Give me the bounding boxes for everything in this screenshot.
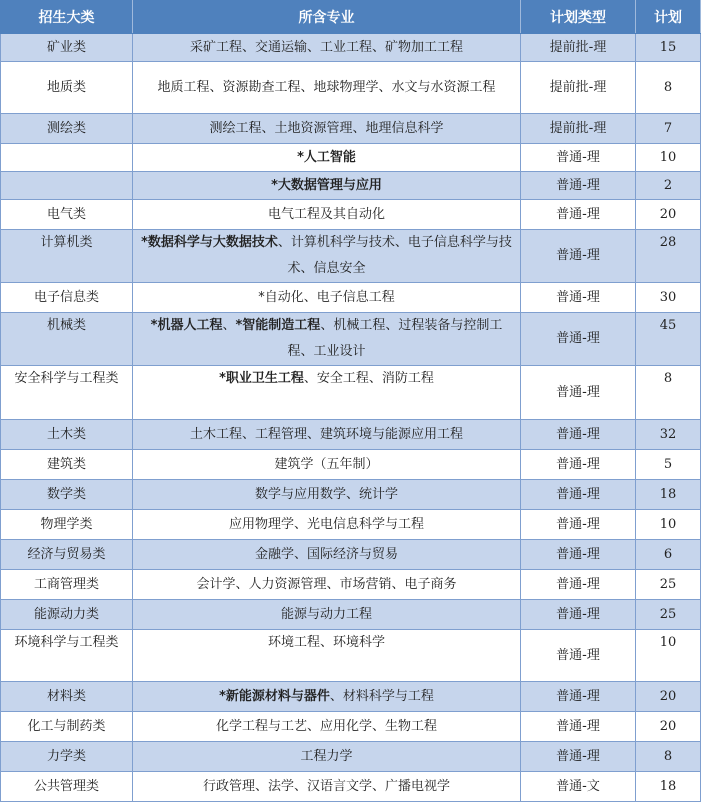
category-cell: 矿业类 xyxy=(1,34,133,62)
majors-cell xyxy=(133,34,521,62)
majors-cell xyxy=(133,570,521,600)
table-row xyxy=(1,540,701,570)
header-row xyxy=(1,1,701,34)
header-category: 招生大类 xyxy=(1,1,133,34)
plan-type-cell: 普通-理 xyxy=(521,742,636,772)
category-cell: 土木类 xyxy=(1,420,133,450)
major-text: *自动化、电子信息工程 xyxy=(258,289,395,305)
majors-cell xyxy=(133,600,521,630)
plan-type-cell: 普通-理 xyxy=(521,144,636,172)
plan-type-cell: 普通-理 xyxy=(521,510,636,540)
major-text: 会计学、人力资源管理、市场营销、电子商务 xyxy=(196,576,457,592)
major-text: *数据科学与大数据技术 xyxy=(141,235,278,250)
plan-type-cell: 普通-文 xyxy=(521,772,636,802)
category-cell: 电气类 xyxy=(1,200,133,230)
major-text: 土木工程、工程管理、建筑环境与能源应用工程 xyxy=(189,426,463,442)
plan-count-cell: 2 xyxy=(636,172,701,200)
plan-count-cell: 10 xyxy=(636,144,701,172)
table-row xyxy=(1,114,701,144)
major-text: 电气工程及其自动化 xyxy=(267,206,385,222)
plan-type-cell: 提前批-理 xyxy=(521,34,636,62)
category-cell: 环境科学与工程类 xyxy=(1,630,133,682)
majors-cell xyxy=(133,62,521,114)
majors-cell xyxy=(133,230,521,283)
category-cell: 材料类 xyxy=(1,682,133,712)
plan-count-cell: 20 xyxy=(636,200,701,230)
plan-type-cell: 普通-理 xyxy=(521,230,636,283)
major-text: *机器人工程 xyxy=(150,318,223,333)
major-text: 采矿工程、交通运输、工业工程、矿物加工工程 xyxy=(189,39,463,55)
plan-count-cell: 25 xyxy=(636,570,701,600)
majors-cell xyxy=(133,313,521,366)
table-row xyxy=(1,200,701,230)
category-cell: 物理学类 xyxy=(1,510,133,540)
table-row xyxy=(1,630,701,682)
plan-type-cell: 普通-理 xyxy=(521,682,636,712)
table-row xyxy=(1,510,701,540)
majors-cell xyxy=(133,420,521,450)
category-cell: 经济与贸易类 xyxy=(1,540,133,570)
plan-type-cell: 普通-理 xyxy=(521,570,636,600)
plan-type-cell: 普通-理 xyxy=(521,313,636,366)
majors-cell xyxy=(133,450,521,480)
major-text: *新能源材料与器件 xyxy=(219,688,330,704)
plan-type-cell: 提前批-理 xyxy=(521,62,636,114)
major-text: 工程力学 xyxy=(300,748,353,764)
majors-cell xyxy=(133,510,521,540)
plan-count-cell: 32 xyxy=(636,420,701,450)
table-row xyxy=(1,283,701,313)
plan-type-cell: 普通-理 xyxy=(521,480,636,510)
plan-count-cell: 8 xyxy=(636,742,701,772)
major-text: *大数据管理与应用 xyxy=(271,177,382,193)
plan-type-cell: 普通-理 xyxy=(521,630,636,682)
category-cell: 能源动力类 xyxy=(1,600,133,630)
plan-count-cell: 7 xyxy=(636,114,701,144)
majors-cell xyxy=(133,114,521,144)
header-plan-type: 计划类型 xyxy=(521,1,636,34)
plan-count-cell: 6 xyxy=(636,540,701,570)
table-row xyxy=(1,172,701,200)
major-text: 、机械工程、过程装备与控制工程、工业设计 xyxy=(287,318,503,359)
majors-cell xyxy=(133,712,521,742)
plan-count-cell: 30 xyxy=(636,283,701,313)
plan-count-cell: 28 xyxy=(636,230,701,283)
major-text: 能源与动力工程 xyxy=(280,606,372,622)
table-row xyxy=(1,34,701,62)
table-row xyxy=(1,480,701,510)
plan-count-cell: 18 xyxy=(636,772,701,802)
plan-count-cell: 5 xyxy=(636,450,701,480)
category-cell: 建筑类 xyxy=(1,450,133,480)
plan-type-cell: 普通-理 xyxy=(521,283,636,313)
category-cell: 计算机类 xyxy=(1,230,133,283)
major-text: 金融学、国际经济与贸易 xyxy=(254,546,398,562)
category-cell: 数学类 xyxy=(1,480,133,510)
plan-type-cell: 普通-理 xyxy=(521,600,636,630)
majors-cell xyxy=(133,366,521,420)
majors-cell xyxy=(133,742,521,772)
table-row xyxy=(1,682,701,712)
majors-cell xyxy=(133,200,521,230)
header-majors: 所含专业 xyxy=(133,1,521,34)
category-cell: 地质类 xyxy=(1,62,133,114)
major-text: 建筑学（五年制） xyxy=(274,456,379,472)
plan-type-cell: 提前批-理 xyxy=(521,114,636,144)
majors-cell xyxy=(133,540,521,570)
table-row xyxy=(1,420,701,450)
major-text: *职业卫生工程 xyxy=(219,371,304,386)
table-row xyxy=(1,366,701,420)
majors-cell xyxy=(133,283,521,313)
major-text: 测绘工程、土地资源管理、地理信息科学 xyxy=(209,120,444,136)
category-cell: 机械类 xyxy=(1,313,133,366)
category-cell: 工商管理类 xyxy=(1,570,133,600)
table-row xyxy=(1,144,701,172)
major-text: 数学与应用数学、统计学 xyxy=(254,486,398,502)
header-plan-count: 计划 xyxy=(636,1,701,34)
plan-type-cell: 普通-理 xyxy=(521,366,636,420)
major-text: 地质工程、资源勘查工程、地球物理学、水文与水资源工程 xyxy=(157,79,496,95)
plan-count-cell: 45 xyxy=(636,313,701,366)
major-text: *人工智能 xyxy=(297,149,356,165)
major-text: 行政管理、法学、汉语言文学、广播电视学 xyxy=(202,778,450,794)
plan-count-cell: 15 xyxy=(636,34,701,62)
table-row xyxy=(1,62,701,114)
plan-type-cell: 普通-理 xyxy=(521,450,636,480)
major-text: 、计算机科学与技术、电子信息科学与技术、信息安全 xyxy=(277,235,512,276)
major-text: 环境工程、环境科学 xyxy=(267,635,385,650)
plan-type-cell: 普通-理 xyxy=(521,712,636,742)
category-cell: 化工与制药类 xyxy=(1,712,133,742)
majors-cell xyxy=(133,682,521,712)
plan-count-cell: 8 xyxy=(636,62,701,114)
category-cell: 力学类 xyxy=(1,742,133,772)
table-row xyxy=(1,570,701,600)
table-row xyxy=(1,712,701,742)
plan-count-cell: 20 xyxy=(636,712,701,742)
category-cell: 公共管理类 xyxy=(1,772,133,802)
category-cell xyxy=(1,144,133,172)
majors-cell xyxy=(133,480,521,510)
major-text: 、材料科学与工程 xyxy=(329,688,434,704)
category-cell xyxy=(1,172,133,200)
table-row xyxy=(1,313,701,366)
major-text: *智能制造工程 xyxy=(235,318,321,333)
major-text: 、安全工程、消防工程 xyxy=(303,371,434,386)
major-text: 应用物理学、光电信息科学与工程 xyxy=(228,516,424,532)
plan-type-cell: 普通-理 xyxy=(521,420,636,450)
plan-count-cell: 25 xyxy=(636,600,701,630)
category-cell: 安全科学与工程类 xyxy=(1,366,133,420)
plan-type-cell: 普通-理 xyxy=(521,172,636,200)
majors-cell xyxy=(133,144,521,172)
category-cell: 电子信息类 xyxy=(1,283,133,313)
plan-type-cell: 普通-理 xyxy=(521,200,636,230)
table-row xyxy=(1,600,701,630)
category-cell: 测绘类 xyxy=(1,114,133,144)
plan-count-cell: 8 xyxy=(636,366,701,420)
major-text: 化学工程与工艺、应用化学、生物工程 xyxy=(215,718,437,734)
majors-cell xyxy=(133,630,521,682)
table-row xyxy=(1,772,701,802)
plan-type-cell: 普通-理 xyxy=(521,540,636,570)
plan-count-cell: 18 xyxy=(636,480,701,510)
table-row xyxy=(1,742,701,772)
plan-count-cell: 20 xyxy=(636,682,701,712)
table-row xyxy=(1,230,701,283)
major-text: 、 xyxy=(222,318,236,333)
plan-count-cell: 10 xyxy=(636,510,701,540)
table-row xyxy=(1,450,701,480)
majors-cell xyxy=(133,772,521,802)
majors-cell xyxy=(133,172,521,200)
plan-count-cell: 10 xyxy=(636,630,701,682)
